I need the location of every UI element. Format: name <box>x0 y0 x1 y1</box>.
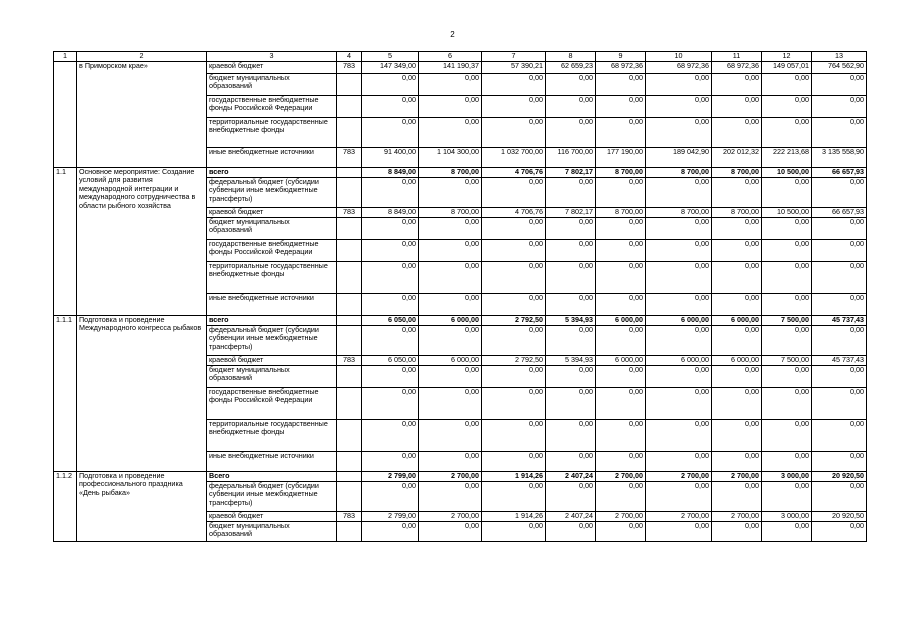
amount-cell: 2 700,00 <box>419 512 482 522</box>
amount-cell: 0,00 <box>546 262 596 294</box>
funding-source: территориальные государственные внебюджетные фонды <box>207 118 337 148</box>
funding-source: государственные внебюджетные фонды Российской Федерации <box>207 388 337 420</box>
amount-cell: 2 700,00 <box>646 472 712 482</box>
amount-cell: 91 400,00 <box>362 148 419 168</box>
column-number-header: 6 <box>419 52 482 62</box>
table-row <box>54 168 867 178</box>
amount-cell: 4 706,76 <box>482 208 546 218</box>
amount-cell: 4 706,76 <box>482 168 546 178</box>
budget-code <box>337 118 362 148</box>
amount-cell: 1 104 300,00 <box>419 148 482 168</box>
amount-cell: 0,00 <box>712 522 762 542</box>
amount-cell: 8 849,00 <box>362 168 419 178</box>
funding-source: Всего <box>207 472 337 482</box>
amount-cell: 6 000,00 <box>419 316 482 326</box>
amount-cell: 0,00 <box>646 262 712 294</box>
amount-cell: 8 700,00 <box>712 168 762 178</box>
amount-cell: 0,00 <box>646 420 712 452</box>
budget-code: 783 <box>337 356 362 366</box>
amount-cell: 0,00 <box>646 366 712 388</box>
budget-code <box>337 366 362 388</box>
amount-cell: 0,00 <box>482 452 546 472</box>
amount-cell: 62 659,23 <box>546 62 596 74</box>
amount-cell: 0,00 <box>762 240 812 262</box>
amount-cell: 0,00 <box>646 118 712 148</box>
amount-cell: 0,00 <box>712 240 762 262</box>
amount-cell: 0,00 <box>362 178 419 208</box>
amount-cell: 0,00 <box>546 240 596 262</box>
amount-cell: 0,00 <box>482 522 546 542</box>
amount-cell: 0,00 <box>596 262 646 294</box>
amount-cell: 0,00 <box>712 96 762 118</box>
amount-cell: 149 057,01 <box>762 62 812 74</box>
amount-cell: 8 700,00 <box>646 168 712 178</box>
amount-cell: 0,00 <box>646 240 712 262</box>
funding-source: краевой бюджет <box>207 62 337 74</box>
amount-cell: 0,00 <box>419 218 482 240</box>
amount-cell: 2 700,00 <box>419 472 482 482</box>
budget-code <box>337 168 362 178</box>
amount-cell: 764 562,90 <box>812 62 867 74</box>
amount-cell: 0,00 <box>362 388 419 420</box>
amount-cell: 0,00 <box>646 452 712 472</box>
amount-cell: 0,00 <box>762 74 812 96</box>
amount-cell: 0,00 <box>482 118 546 148</box>
amount-cell: 0,00 <box>712 420 762 452</box>
budget-code <box>337 178 362 208</box>
table-row <box>54 472 867 482</box>
amount-cell: 0,00 <box>596 96 646 118</box>
amount-cell: 2 700,00 <box>596 512 646 522</box>
column-number-header: 7 <box>482 52 546 62</box>
amount-cell: 0,00 <box>482 294 546 316</box>
budget-code <box>337 420 362 452</box>
budget-code: 783 <box>337 208 362 218</box>
amount-cell: 3 000,00 <box>762 472 812 482</box>
funding-source: государственные внебюджетные фонды Российской Федерации <box>207 240 337 262</box>
amount-cell: 6 050,00 <box>362 356 419 366</box>
amount-cell: 0,00 <box>812 366 867 388</box>
funding-source: бюджет муниципальных образований <box>207 218 337 240</box>
amount-cell: 2 792,50 <box>482 316 546 326</box>
item-number <box>54 62 77 168</box>
funding-source: федеральный бюджет (субсидии субвенции иные межбюджетные трансферты) <box>207 482 337 512</box>
budget-code <box>337 262 362 294</box>
amount-cell: 6 000,00 <box>712 356 762 366</box>
amount-cell: 0,00 <box>482 240 546 262</box>
amount-cell: 0,00 <box>596 240 646 262</box>
amount-cell: 0,00 <box>812 420 867 452</box>
amount-cell: 0,00 <box>419 482 482 512</box>
column-number-header: 8 <box>546 52 596 62</box>
amount-cell: 0,00 <box>546 294 596 316</box>
amount-cell: 0,00 <box>482 74 546 96</box>
column-number-header: 10 <box>646 52 712 62</box>
budget-code <box>337 482 362 512</box>
amount-cell: 0,00 <box>596 294 646 316</box>
amount-cell: 0,00 <box>546 218 596 240</box>
amount-cell: 0,00 <box>712 294 762 316</box>
amount-cell: 0,00 <box>419 262 482 294</box>
amount-cell: 0,00 <box>596 118 646 148</box>
header-row <box>54 52 867 62</box>
amount-cell: 0,00 <box>546 96 596 118</box>
amount-cell: 8 700,00 <box>712 208 762 218</box>
amount-cell: 68 972,36 <box>712 62 762 74</box>
amount-cell: 0,00 <box>712 218 762 240</box>
budget-code <box>337 388 362 420</box>
amount-cell: 6 000,00 <box>646 356 712 366</box>
amount-cell: 0,00 <box>419 178 482 208</box>
amount-cell: 0,00 <box>546 366 596 388</box>
amount-cell: 0,00 <box>762 452 812 472</box>
amount-cell: 8 700,00 <box>596 208 646 218</box>
funding-source: иные внебюджетные источники <box>207 452 337 472</box>
amount-cell: 10 500,00 <box>762 208 812 218</box>
amount-cell: 0,00 <box>812 178 867 208</box>
amount-cell: 0,00 <box>646 482 712 512</box>
amount-cell: 2 700,00 <box>712 472 762 482</box>
amount-cell: 2 407,24 <box>546 512 596 522</box>
amount-cell: 0,00 <box>362 420 419 452</box>
amount-cell: 0,00 <box>812 294 867 316</box>
amount-cell: 8 700,00 <box>419 208 482 218</box>
amount-cell: 68 972,36 <box>596 62 646 74</box>
amount-cell: 66 657,93 <box>812 208 867 218</box>
amount-cell: 45 737,43 <box>812 356 867 366</box>
amount-cell: 0,00 <box>712 452 762 472</box>
column-number-header: 4 <box>337 52 362 62</box>
item-name: Подготовка и проведение профессионального праздника «День рыбака» <box>77 472 207 542</box>
amount-cell: 0,00 <box>362 96 419 118</box>
amount-cell: 7 802,17 <box>546 168 596 178</box>
amount-cell: 0,00 <box>482 482 546 512</box>
amount-cell: 0,00 <box>596 388 646 420</box>
funding-source: бюджет муниципальных образований <box>207 522 337 542</box>
amount-cell: 0,00 <box>712 482 762 512</box>
amount-cell: 0,00 <box>762 96 812 118</box>
amount-cell: 0,00 <box>362 326 419 356</box>
amount-cell: 2 799,00 <box>362 472 419 482</box>
amount-cell: 0,00 <box>646 178 712 208</box>
funding-source: федеральный бюджет (субсидии субвенции иные межбюджетные трансферты) <box>207 178 337 208</box>
amount-cell: 0,00 <box>482 218 546 240</box>
amount-cell: 0,00 <box>812 240 867 262</box>
funding-source: иные внебюджетные источники <box>207 148 337 168</box>
amount-cell: 7 500,00 <box>762 356 812 366</box>
amount-cell: 6 000,00 <box>596 316 646 326</box>
amount-cell: 0,00 <box>646 522 712 542</box>
amount-cell: 0,00 <box>762 262 812 294</box>
amount-cell: 8 700,00 <box>419 168 482 178</box>
amount-cell: 0,00 <box>362 294 419 316</box>
amount-cell: 6 050,00 <box>362 316 419 326</box>
amount-cell: 0,00 <box>546 420 596 452</box>
amount-cell: 0,00 <box>419 522 482 542</box>
amount-cell: 0,00 <box>762 178 812 208</box>
amount-cell: 1 032 700,00 <box>482 148 546 168</box>
amount-cell: 2 700,00 <box>712 512 762 522</box>
amount-cell: 0,00 <box>546 522 596 542</box>
amount-cell: 2 700,00 <box>646 512 712 522</box>
amount-cell: 68 972,36 <box>646 62 712 74</box>
amount-cell: 0,00 <box>419 388 482 420</box>
amount-cell: 0,00 <box>546 118 596 148</box>
column-number-header: 13 <box>812 52 867 62</box>
amount-cell: 1 914,26 <box>482 472 546 482</box>
amount-cell: 45 737,43 <box>812 316 867 326</box>
amount-cell: 0,00 <box>646 326 712 356</box>
amount-cell: 0,00 <box>362 262 419 294</box>
amount-cell: 0,00 <box>362 452 419 472</box>
column-number-header: 12 <box>762 52 812 62</box>
amount-cell: 0,00 <box>646 388 712 420</box>
amount-cell: 8 700,00 <box>646 208 712 218</box>
funding-source: всего <box>207 316 337 326</box>
item-name: в Приморском крае» <box>77 62 207 168</box>
amount-cell: 0,00 <box>596 452 646 472</box>
table-row <box>54 316 867 326</box>
amount-cell: 0,00 <box>712 118 762 148</box>
budget-code <box>337 294 362 316</box>
amount-cell: 0,00 <box>762 482 812 512</box>
funding-source: всего <box>207 168 337 178</box>
funding-source: бюджет муниципальных образований <box>207 74 337 96</box>
amount-cell: 0,00 <box>812 96 867 118</box>
amount-cell: 6 000,00 <box>712 316 762 326</box>
budget-table <box>53 51 867 542</box>
amount-cell: 189 042,90 <box>646 148 712 168</box>
amount-cell: 0,00 <box>646 74 712 96</box>
amount-cell: 0,00 <box>362 522 419 542</box>
amount-cell: 0,00 <box>362 482 419 512</box>
funding-source: краевой бюджет <box>207 356 337 366</box>
amount-cell: 0,00 <box>362 218 419 240</box>
amount-cell: 0,00 <box>596 74 646 96</box>
budget-code <box>337 522 362 542</box>
amount-cell: 0,00 <box>762 388 812 420</box>
amount-cell: 0,00 <box>596 420 646 452</box>
amount-cell: 0,00 <box>419 326 482 356</box>
amount-cell: 0,00 <box>812 452 867 472</box>
budget-code: 783 <box>337 62 362 74</box>
budget-code: 783 <box>337 148 362 168</box>
funding-source: краевой бюджет <box>207 208 337 218</box>
amount-cell: 0,00 <box>762 326 812 356</box>
amount-cell: 0,00 <box>482 366 546 388</box>
amount-cell: 0,00 <box>362 118 419 148</box>
amount-cell: 0,00 <box>362 240 419 262</box>
amount-cell: 0,00 <box>419 294 482 316</box>
amount-cell: 0,00 <box>419 96 482 118</box>
funding-source: территориальные государственные внебюджетные фонды <box>207 262 337 294</box>
amount-cell: 6 000,00 <box>646 316 712 326</box>
amount-cell: 3 135 558,90 <box>812 148 867 168</box>
amount-cell: 8 849,00 <box>362 208 419 218</box>
amount-cell: 10 500,00 <box>762 168 812 178</box>
amount-cell: 66 657,93 <box>812 168 867 178</box>
amount-cell: 7 802,17 <box>546 208 596 218</box>
amount-cell: 0,00 <box>812 388 867 420</box>
amount-cell: 0,00 <box>596 482 646 512</box>
amount-cell: 116 700,00 <box>546 148 596 168</box>
amount-cell: 147 349,00 <box>362 62 419 74</box>
amount-cell: 0,00 <box>482 96 546 118</box>
amount-cell: 0,00 <box>419 74 482 96</box>
amount-cell: 0,00 <box>596 178 646 208</box>
amount-cell: 2 799,00 <box>362 512 419 522</box>
amount-cell: 2 407,24 <box>546 472 596 482</box>
amount-cell: 0,00 <box>482 262 546 294</box>
amount-cell: 0,00 <box>546 178 596 208</box>
item-number: 1.1 <box>54 168 77 316</box>
amount-cell: 0,00 <box>596 218 646 240</box>
amount-cell: 0,00 <box>362 366 419 388</box>
amount-cell: 141 190,37 <box>419 62 482 74</box>
amount-cell: 0,00 <box>546 482 596 512</box>
budget-code <box>337 316 362 326</box>
amount-cell: 0,00 <box>546 326 596 356</box>
amount-cell: 0,00 <box>812 74 867 96</box>
page-number: 2 <box>450 30 455 39</box>
amount-cell: 0,00 <box>812 262 867 294</box>
amount-cell: 202 012,32 <box>712 148 762 168</box>
budget-code <box>337 74 362 96</box>
amount-cell: 5 394,93 <box>546 356 596 366</box>
column-number-header: 3 <box>207 52 337 62</box>
table-row <box>54 62 867 74</box>
column-number-header: 2 <box>77 52 207 62</box>
budget-code <box>337 472 362 482</box>
amount-cell: 0,00 <box>762 294 812 316</box>
item-name: Основное мероприятие: Создание условий для развития международной интеграции и международного сотрудничества в области рыбного хозяйства <box>77 168 207 316</box>
funding-source: федеральный бюджет (субсидии субвенции иные межбюджетные трансферты) <box>207 326 337 356</box>
amount-cell: 0,00 <box>419 366 482 388</box>
budget-code <box>337 96 362 118</box>
item-number: 1.1.2 <box>54 472 77 542</box>
amount-cell: 0,00 <box>812 482 867 512</box>
budget-code <box>337 218 362 240</box>
amount-cell: 0,00 <box>812 522 867 542</box>
amount-cell: 0,00 <box>419 452 482 472</box>
item-number: 1.1.1 <box>54 316 77 472</box>
amount-cell: 2 792,50 <box>482 356 546 366</box>
amount-cell: 1 914,26 <box>482 512 546 522</box>
amount-cell: 0,00 <box>712 326 762 356</box>
amount-cell: 0,00 <box>419 240 482 262</box>
column-number-header: 9 <box>596 52 646 62</box>
amount-cell: 20 920,50 <box>812 512 867 522</box>
amount-cell: 0,00 <box>712 74 762 96</box>
amount-cell: 5 394,93 <box>546 316 596 326</box>
amount-cell: 0,00 <box>546 452 596 472</box>
amount-cell: 0,00 <box>812 118 867 148</box>
amount-cell: 6 000,00 <box>419 356 482 366</box>
amount-cell: 57 390,21 <box>482 62 546 74</box>
amount-cell: 0,00 <box>712 388 762 420</box>
amount-cell: 3 000,00 <box>762 512 812 522</box>
amount-cell: 0,00 <box>419 420 482 452</box>
amount-cell: 6 000,00 <box>596 356 646 366</box>
column-number-header: 1 <box>54 52 77 62</box>
funding-source: краевой бюджет <box>207 512 337 522</box>
amount-cell: 0,00 <box>812 218 867 240</box>
amount-cell: 0,00 <box>646 218 712 240</box>
amount-cell: 0,00 <box>546 388 596 420</box>
amount-cell: 8 700,00 <box>596 168 646 178</box>
amount-cell: 0,00 <box>762 420 812 452</box>
budget-code <box>337 452 362 472</box>
amount-cell: 0,00 <box>596 522 646 542</box>
amount-cell: 2 700,00 <box>596 472 646 482</box>
amount-cell: 0,00 <box>712 262 762 294</box>
column-number-header: 5 <box>362 52 419 62</box>
funding-source: территориальные государственные внебюджетные фонды <box>207 420 337 452</box>
funding-source: бюджет муниципальных образований <box>207 366 337 388</box>
budget-code <box>337 240 362 262</box>
amount-cell: 0,00 <box>362 74 419 96</box>
amount-cell: 0,00 <box>482 178 546 208</box>
amount-cell: 0,00 <box>546 74 596 96</box>
amount-cell: 0,00 <box>712 366 762 388</box>
amount-cell: 0,00 <box>762 218 812 240</box>
amount-cell: 0,00 <box>482 420 546 452</box>
amount-cell: 20 920,50 <box>812 472 867 482</box>
funding-source: иные внебюджетные источники <box>207 294 337 316</box>
amount-cell: 0,00 <box>712 178 762 208</box>
amount-cell: 0,00 <box>762 118 812 148</box>
amount-cell: 0,00 <box>646 96 712 118</box>
amount-cell: 0,00 <box>596 366 646 388</box>
amount-cell: 0,00 <box>482 326 546 356</box>
amount-cell: 7 500,00 <box>762 316 812 326</box>
amount-cell: 177 190,00 <box>596 148 646 168</box>
amount-cell: 0,00 <box>762 366 812 388</box>
amount-cell: 0,00 <box>812 326 867 356</box>
column-number-header: 11 <box>712 52 762 62</box>
amount-cell: 0,00 <box>646 294 712 316</box>
budget-code: 783 <box>337 512 362 522</box>
funding-source: государственные внебюджетные фонды Российской Федерации <box>207 96 337 118</box>
amount-cell: 0,00 <box>596 326 646 356</box>
amount-cell: 0,00 <box>482 388 546 420</box>
amount-cell: 222 213,68 <box>762 148 812 168</box>
budget-code <box>337 326 362 356</box>
amount-cell: 0,00 <box>762 522 812 542</box>
item-name: Подготовка и проведение Международного конгресса рыбаков <box>77 316 207 472</box>
amount-cell: 0,00 <box>419 118 482 148</box>
